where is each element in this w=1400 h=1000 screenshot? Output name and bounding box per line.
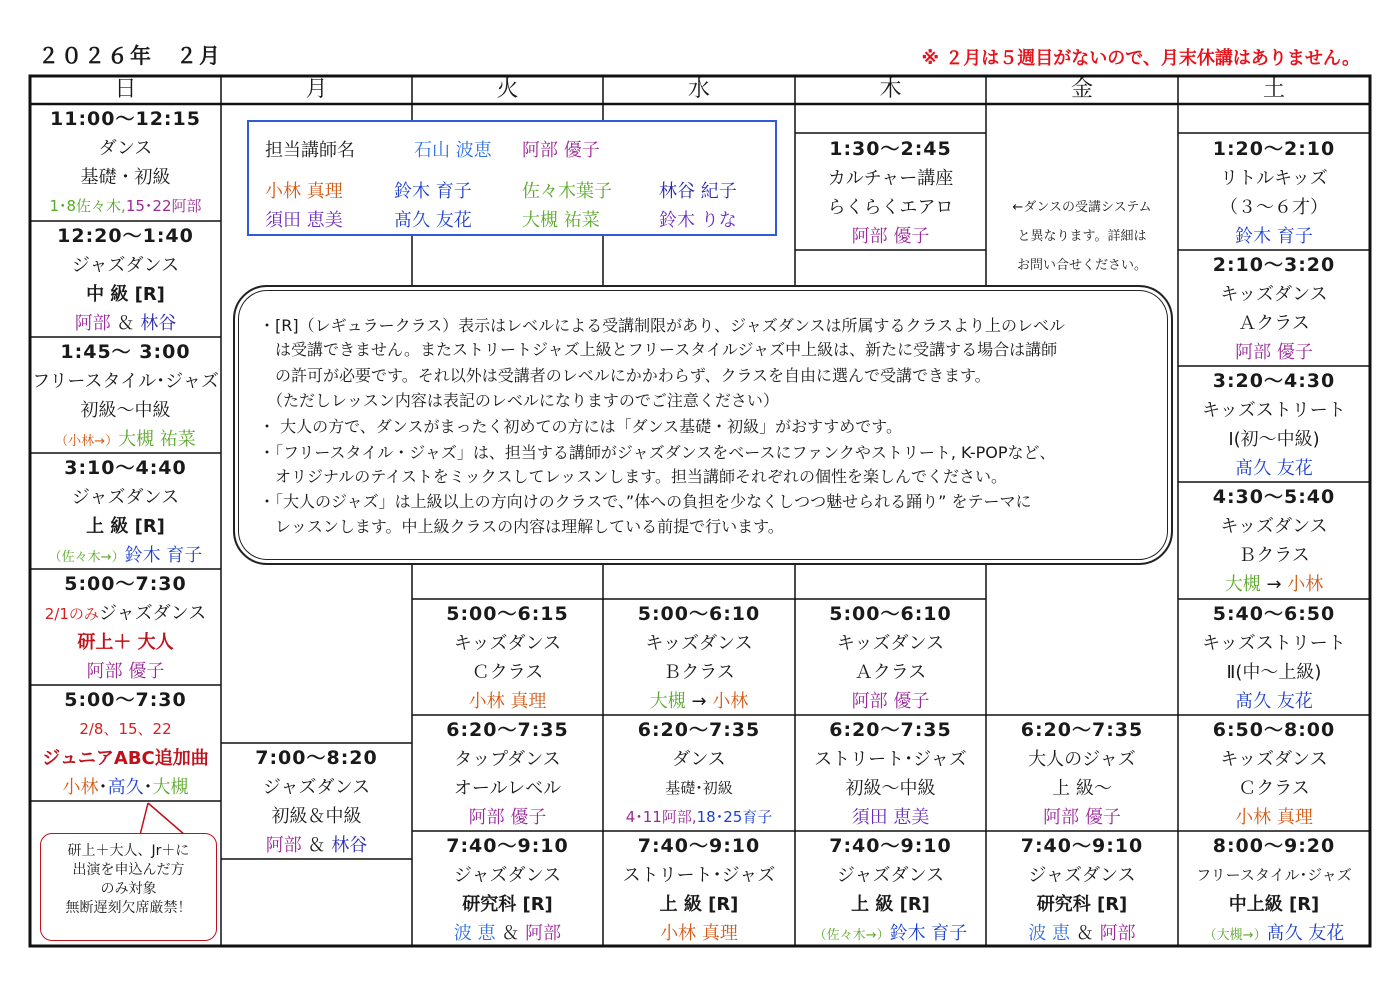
instructor: 阿部 優子 [851, 226, 930, 247]
class-level: Ａクラス [1238, 313, 1310, 334]
class-cell-tue-3 [412, 832, 603, 948]
instructor: 小林 [712, 691, 749, 712]
class-name: ストリート･ジャズ [814, 749, 967, 770]
instructor: 髙久 友花 [1235, 458, 1313, 479]
class-time: 7:40〜9:10 [829, 835, 952, 857]
class-level: 研究科 [R] [462, 894, 553, 915]
class-level: Ⅱ(中〜上級) [1226, 662, 1322, 683]
class-time: 5:00〜6:15 [446, 603, 569, 625]
class-time: 3:20〜4:30 [1212, 370, 1336, 392]
class-time: 8:00〜9:20 [1212, 835, 1336, 857]
class-cell-sun-3 [30, 338, 221, 454]
instructor: 波 恵 [1028, 923, 1071, 944]
class-time: 5:00〜7:30 [64, 689, 187, 711]
class-name: ダンス [98, 138, 153, 159]
teacher-label: 担当講師名 [265, 140, 355, 161]
class-name: ジャズダンス [453, 865, 562, 886]
date-note: 2/8、15、22 [79, 720, 172, 738]
instructor: 鈴木 育子 [1235, 226, 1313, 247]
class-cell-tue-2 [412, 716, 603, 832]
previous-instructor: （佐々木→） [48, 550, 125, 565]
instructor: 大槻 祐菜 [118, 429, 196, 450]
info-line: ・ 大人の方で、ダンスがまったく初めての方には「ダンス基礎・初級」がおすすめです。 [259, 417, 903, 436]
class-time: 7:00〜8:20 [255, 747, 378, 769]
instructor: 阿部 優子 [1043, 807, 1121, 828]
class-cell-sun-6 [30, 686, 221, 802]
class-level: 基礎・初級 [80, 167, 171, 188]
class-time: 12:20〜1:40 [57, 225, 194, 247]
class-cell-sat-5 [1178, 600, 1370, 716]
class-level: 研究科 [R] [1036, 894, 1128, 915]
class-name: 大人のジャズ [1028, 749, 1136, 770]
note-line: ←ダンスの受講システム [1012, 200, 1152, 215]
instructor: 阿部 [1099, 923, 1136, 944]
class-cell-thu-4 [795, 832, 986, 948]
class-name: キッズダンス [453, 633, 562, 654]
instructor: 波 恵 [453, 923, 496, 944]
note-line: と異なります。詳細は [1017, 229, 1147, 244]
teacher-name: 大槻 祐菜 [522, 210, 600, 231]
class-name: タップダンス [454, 749, 561, 770]
class-time: 1:20〜2:10 [1212, 138, 1336, 160]
info-line: ・「大人のジャズ」は上級以上の方向けのクラスで、”体への負担を少なくしつつ魅せられる踊り” をテーマに [259, 492, 1032, 511]
class-cell-sat-1 [1178, 135, 1370, 251]
instructor: 4･11阿部, [625, 808, 697, 826]
friday-note [986, 193, 1178, 280]
class-name: フリースタイル･ジャズ [1196, 866, 1352, 884]
day-header-sat: 土 [1262, 77, 1285, 102]
class-cell-sat-2 [1178, 251, 1370, 367]
day-header-sun: 日 [114, 77, 137, 102]
arrow-icon: → [691, 691, 707, 712]
info-line: （ただしレッスン内容は表記のレベルになりますのでご注意ください） [259, 391, 779, 410]
callout-line: のみ対象 [100, 881, 157, 897]
class-level: Ａクラス [854, 662, 927, 683]
class-time: 6:20〜7:35 [1020, 719, 1144, 741]
class-time: 7:40〜9:10 [1020, 835, 1144, 857]
class-name: キッズダンス [836, 633, 945, 654]
class-cell-thu-2 [795, 600, 986, 716]
teacher-name: 佐々木葉子 [522, 181, 612, 202]
class-cell-sat-6 [1178, 716, 1370, 832]
class-cell-sun-2 [30, 222, 221, 338]
instructor: 小林 真理 [660, 923, 738, 944]
info-box [233, 285, 1173, 565]
instructor: 阿部 優子 [851, 691, 930, 712]
class-level: （３〜６才） [1220, 197, 1328, 218]
class-cell-sun-1 [30, 105, 221, 221]
class-time: 11:00〜12:15 [50, 108, 201, 130]
teacher-name: 鈴木 育子 [394, 181, 472, 202]
class-time: 2:10〜3:20 [1212, 254, 1336, 276]
instructor: 小林 [62, 777, 99, 798]
instructor: 阿部 優子 [1235, 342, 1313, 363]
instructor: 阿部 [265, 835, 302, 856]
instructor: 15･22阿部 [125, 197, 202, 215]
class-name: ダンス [672, 749, 726, 770]
page-title: ２０２６年 ２月 [38, 44, 222, 68]
info-line: の許可が必要です。それ以外は受講者のレベルにかかわらず、クラスを自由に選んで受講できます。 [259, 366, 991, 385]
class-time: 1:45〜 3:00 [60, 341, 191, 363]
class-level: Ｃクラス [471, 662, 544, 683]
day-header-fri: 金 [1070, 77, 1093, 102]
class-time: 6:50〜8:00 [1212, 719, 1336, 741]
class-level: 初級〜中級 [845, 778, 936, 799]
teacher-name: 阿部 優子 [522, 140, 600, 161]
class-time: 6:20〜7:35 [829, 719, 952, 741]
class-time: 7:40〜9:10 [637, 835, 761, 857]
class-cell-wed-2 [603, 716, 795, 832]
day-header-thu: 木 [879, 77, 902, 102]
teacher-name: 石山 波恵 [414, 140, 492, 161]
previous-instructor: （佐々木→） [813, 928, 890, 943]
class-cell-thu-1 [795, 135, 986, 251]
class-level: 中 級 [R] [86, 284, 165, 305]
separator: ･ [98, 777, 108, 798]
info-line: は受講できません。またストリートジャズ上級とフリースタイルジャズ中上級は、新たに受講する場合は講師 [259, 340, 1058, 359]
info-line: オリジナルのテイストをミックスしてレッスンします。担当講師それぞれの個性を楽しんでください。 [259, 467, 1008, 486]
class-name: キッズダンス [1220, 516, 1328, 537]
ampersand: ＆ [501, 923, 520, 944]
info-line: レッスンします。中上級クラスの内容は理解している前提で行います。 [259, 517, 784, 536]
instructor: 阿部 優子 [86, 661, 165, 682]
class-time: 5:00〜6:10 [637, 603, 761, 625]
class-name: キッズストリート [1202, 400, 1346, 421]
class-name: リトルキッズ [1220, 168, 1328, 189]
instructor: 林谷 [140, 313, 177, 334]
class-level: 上 級〜 [1052, 778, 1112, 799]
class-name: キッズダンス [1220, 749, 1328, 770]
class-name: ジャズダンス [71, 487, 180, 508]
callout-line: 出演を申込んだ方 [72, 862, 185, 878]
class-level: 上 級 [R] [851, 894, 930, 915]
day-header-wed: 水 [687, 77, 710, 102]
class-name: ジャズダンス [836, 865, 945, 886]
class-level: 中上級 [R] [1228, 894, 1320, 915]
instructor: 阿部 [74, 313, 111, 334]
class-cell-fri-2 [986, 832, 1178, 948]
note-line: お問い合せください。 [1016, 258, 1147, 273]
class-level: 上 級 [R] [86, 516, 165, 537]
separator: ･ [143, 777, 153, 798]
teacher-name: 髙久 友花 [394, 210, 472, 231]
class-name: ジャズダンス [262, 777, 371, 798]
class-cell-wed-1 [603, 600, 795, 716]
ampersand: ＆ [307, 835, 326, 856]
date-note: 2/1のみ [44, 605, 99, 623]
class-level: Ⅰ(初〜中級) [1228, 429, 1320, 450]
instructor: 阿部 [525, 923, 562, 944]
ampersand: ＆ [116, 313, 135, 334]
class-time: 5:40〜6:50 [1212, 603, 1336, 625]
class-name: キッズダンス [1220, 284, 1328, 305]
teacher-name: 須田 恵美 [265, 210, 343, 231]
class-level: 初級＆中級 [271, 806, 362, 827]
instructor: 小林 真理 [468, 691, 547, 712]
info-line: ・[R]（レギュラークラス）表示はレベルによる受講制限があり、ジャズダンスは所属するクラスより上のレベル [259, 316, 1066, 335]
instructor: 1･8佐々木, [49, 197, 126, 215]
callout-line: 無断遅刻欠席厳禁！ [65, 900, 192, 916]
instructor: 18･25育子 [696, 808, 773, 826]
instructor: 小林 [1287, 574, 1324, 595]
class-cell-sun-5 [30, 570, 221, 686]
instructor: 大槻 [649, 691, 686, 712]
class-name: ジャズダンス [1028, 865, 1136, 886]
instructor: 大槻 [152, 777, 189, 798]
instructor: 小林 真理 [1235, 807, 1313, 828]
class-name: カルチャー講座 [827, 168, 954, 189]
teacher-name: 林谷 紀子 [659, 181, 737, 202]
instructor: 阿部 優子 [468, 807, 547, 828]
instructor: 鈴木 育子 [124, 545, 203, 566]
class-cell-sat-3 [1178, 367, 1370, 483]
class-name: ジャズダンス [98, 603, 207, 624]
instructor: 髙久 友花 [1235, 691, 1313, 712]
arrow-icon: → [1266, 574, 1282, 595]
instructor: 須田 恵美 [851, 807, 930, 828]
class-time: 1:30〜2:45 [829, 138, 952, 160]
teacher-list-box [247, 120, 777, 236]
class-level: 研上＋ 大人 [77, 632, 174, 653]
class-cell-sat-7 [1178, 832, 1370, 948]
info-line: ・「フリースタイル・ジャズ」は、担当する講師がジャズダンスをベースにファンクやストリート, K-POPなど、 [259, 443, 1056, 462]
class-level: オールレベル [453, 778, 562, 799]
class-name: ジャズダンス [71, 255, 180, 276]
instructor: 鈴木 育子 [889, 923, 968, 944]
instructor: 大槻 [1224, 574, 1261, 595]
class-level: らくらくエアロ [827, 197, 954, 218]
class-level: Ｂクラス [1238, 545, 1310, 566]
class-level: 基礎･初級 [665, 779, 733, 797]
class-time: 4:30〜5:40 [1212, 486, 1336, 508]
class-time: 6:20〜7:35 [446, 719, 569, 741]
class-name: キッズダンス [645, 633, 753, 654]
day-header-tue: 火 [496, 77, 519, 102]
class-level: 上 級 [R] [659, 894, 739, 915]
class-cell-mon-1 [221, 744, 412, 860]
class-cell-fri-1 [986, 716, 1178, 832]
class-time: 6:20〜7:35 [637, 719, 761, 741]
instructor: 高久 [107, 777, 144, 798]
callout-line: 研上＋大人、Jr＋に [67, 843, 190, 859]
class-time: 5:00〜7:30 [64, 573, 187, 595]
class-level: Ｃクラス [1238, 778, 1310, 799]
class-level: 初級〜中級 [80, 400, 171, 421]
class-name: キッズストリート [1202, 633, 1346, 654]
class-cell-wed-3 [603, 832, 795, 948]
class-time: 7:40〜9:10 [446, 835, 569, 857]
instructor: 林谷 [331, 835, 368, 856]
class-name: ストリート･ジャズ [622, 865, 776, 886]
class-cell-thu-3 [795, 716, 986, 832]
previous-instructor: （大槻→） [1203, 928, 1267, 943]
class-cell-tue-1 [412, 600, 603, 716]
day-header-mon: 月 [305, 77, 328, 102]
teacher-name: 鈴木 りな [659, 210, 737, 231]
notice-text: ※ ２月は５週目がないので、月末休講はありません。 [921, 48, 1360, 69]
class-cell-sun-4 [30, 454, 221, 570]
class-name: ジュニアABC追加曲 [42, 748, 209, 769]
instructor: 髙久 友花 [1266, 923, 1345, 944]
class-time: 5:00〜6:10 [829, 603, 952, 625]
teacher-name: 小林 真理 [265, 181, 343, 202]
class-level: Ｂクラス [663, 662, 735, 683]
ampersand: ＆ [1075, 923, 1094, 944]
callout-note [40, 833, 217, 941]
class-cell-sat-4 [1178, 483, 1370, 599]
class-time: 3:10〜4:40 [64, 457, 187, 479]
previous-instructor: （小林→） [55, 434, 119, 449]
class-name: フリースタイル･ジャズ [32, 371, 219, 392]
